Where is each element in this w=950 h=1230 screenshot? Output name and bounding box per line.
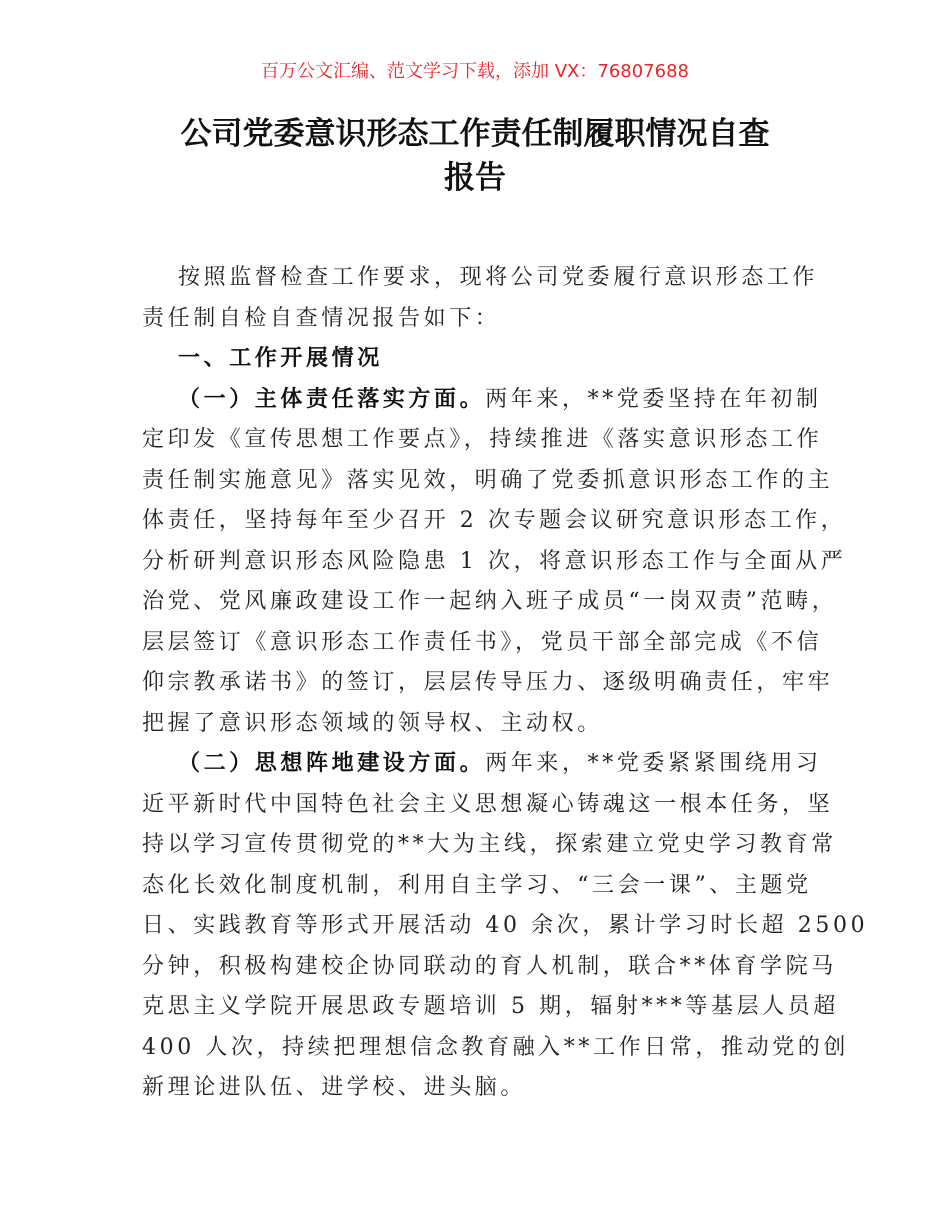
document-body: [142, 258, 869, 1109]
section-heading: [142, 339, 832, 380]
paragraph-line: [142, 906, 869, 947]
paragraph-line: [142, 866, 832, 907]
bold-lead: 一、工作开展情况: [178, 346, 383, 371]
line-text: 分析研判意识形态风险隐患 1 次，将意识形态工作与全面从严: [142, 548, 847, 574]
paragraph-line: [142, 704, 832, 745]
line-text: 日、实践教育等形式开展活动 40 余次，累计学习时长超 2500: [142, 913, 869, 938]
title-line: 公司党委意识形态工作责任制履职情况自查: [180, 116, 770, 152]
line-text: 治党、党风廉政建设工作一起纳入班子成员“一岗双责”范畴，: [142, 589, 838, 614]
line-text: 责任制自检自查情况报告如下：: [142, 305, 501, 331]
watermark-banner: 百万公文汇编、范文学习下载，添加 VX：76807688: [261, 61, 689, 82]
line-text: 定印发《宣传思想工作要点》，持续推进《落实意识形态工作: [142, 427, 823, 452]
line-text: 体责任，坚持每年至少召开 2 次专题会议研究意识形态工作，: [142, 508, 847, 533]
line-text: 按照监督检查工作要求，现将公司党委履行意识形态工作: [178, 265, 819, 290]
line-text: 近平新时代中国特色社会主义思想凝心铸魂这一根本任务，坚: [142, 791, 834, 817]
line-text: 克思主义学院开展思政专题培训 5 期，辐射***等基层人员超: [142, 994, 839, 1019]
paragraph-line: [142, 299, 832, 340]
line-text: 两年来，**党委紧紧围绕用习: [485, 751, 822, 776]
bold-lead: （一）主体责任落实方面。: [178, 386, 486, 412]
line-text: 态化长效化制度机制，利用自主学习、“三会一课”、主题党: [142, 872, 812, 898]
line-text: 新理论进队伍、进学校、进头脑。: [142, 1075, 527, 1100]
paragraph-line: [142, 663, 832, 704]
bold-lead: （二）思想阵地建设方面。: [178, 751, 486, 776]
document-title: [0, 112, 950, 200]
paragraph-line: [142, 420, 832, 461]
paragraph-line: [142, 1068, 832, 1109]
line-text: 把握了意识形态领域的领导权、主动权。: [142, 710, 603, 736]
line-text: 分钟，积极构建校企协同联动的育人机制，联合**体育学院马: [142, 953, 837, 979]
paragraph-line: [142, 542, 847, 583]
line-text: 持以学习宣传贯彻党的**大为主线，探索建立党史学习教育常: [142, 832, 837, 857]
paragraph-line: [142, 461, 832, 502]
paragraph-line: [142, 785, 832, 826]
line-text: 400 人次，持续把理想信念教育融入**工作日常，推动党的创: [142, 1034, 849, 1060]
line-text: 仰宗教承诺书》的签订，层层传导压力、逐级明确责任，牢牢: [142, 670, 834, 695]
line-text: 层层签订《意识形态工作责任书》，党员干部全部完成《不信: [142, 629, 823, 655]
paragraph-line: [142, 380, 832, 421]
paragraph-line: [142, 258, 832, 299]
paragraph-line: [142, 501, 847, 542]
paragraph-line: [142, 947, 837, 988]
line-text: 责任制实施意见》落实见效，明确了党委抓意识形态工作的主: [142, 467, 834, 493]
line-text: 两年来，**党委坚持在年初制: [485, 386, 822, 412]
paragraph-line: [142, 1028, 849, 1069]
paragraph-line: [142, 987, 839, 1028]
title-line: 报告: [444, 160, 506, 196]
paragraph-line: [142, 744, 832, 785]
paragraph-line: [142, 825, 837, 866]
paragraph-line: [142, 623, 832, 664]
paragraph-line: [142, 582, 838, 623]
